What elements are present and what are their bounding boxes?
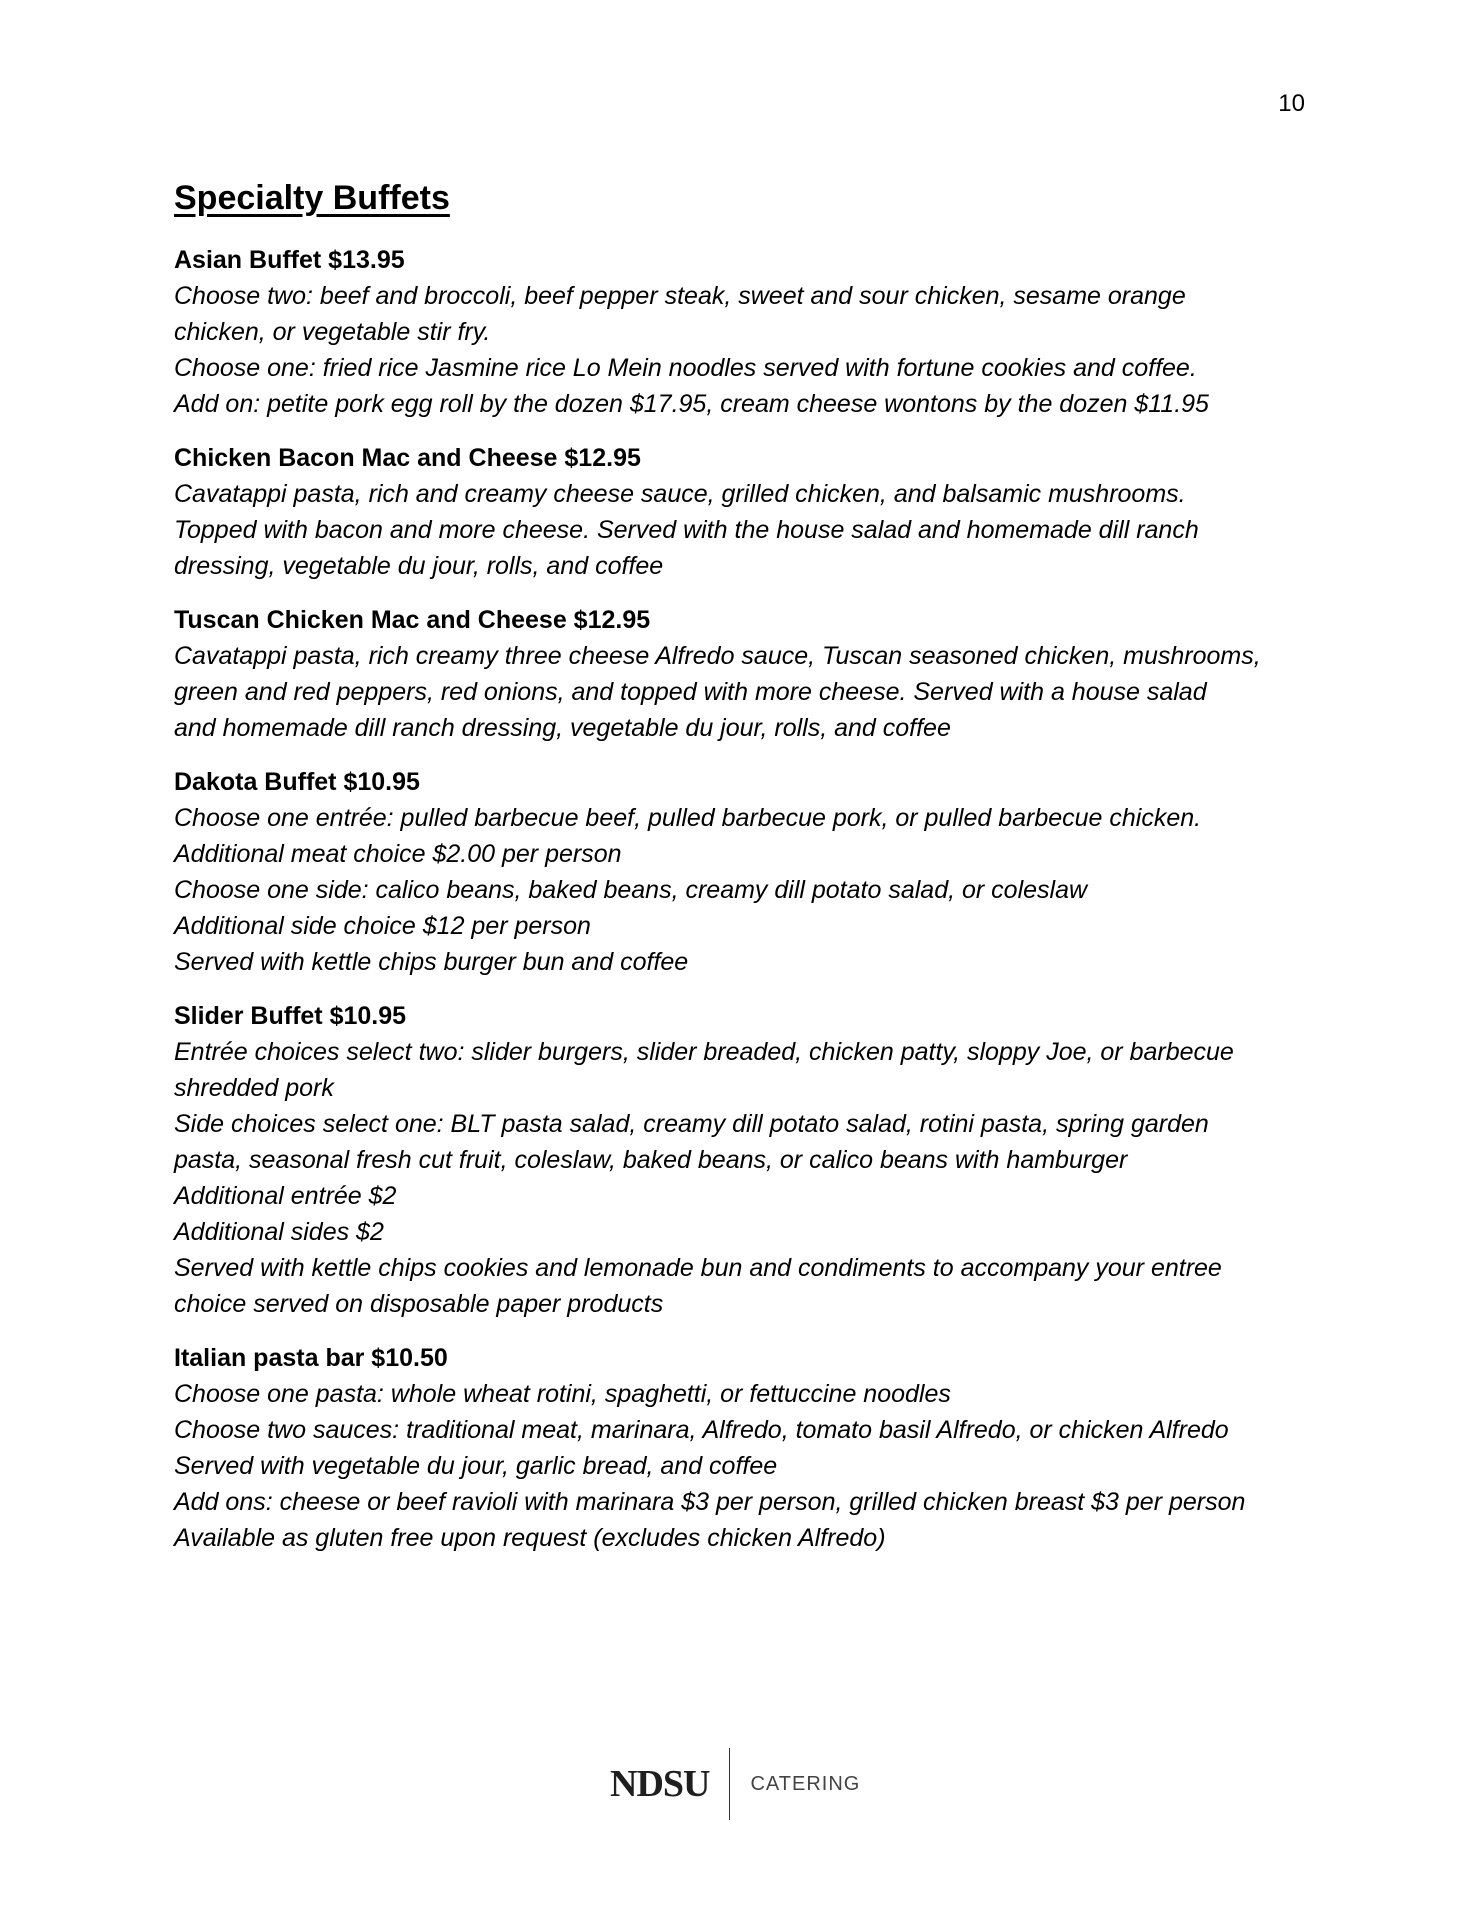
- buffet-description-line: chicken, or vegetable stir fry.: [174, 318, 491, 346]
- buffet-title: Italian pasta bar $10.50: [174, 1344, 448, 1372]
- buffet-description-line: Choose one side: calico beans, baked beans, creamy dill potato salad, or coleslaw: [174, 876, 1088, 904]
- buffet-description-line: Additional sides $2: [174, 1218, 384, 1246]
- buffet-description-line: Additional entrée $2: [174, 1182, 397, 1210]
- buffet-description-line: Choose one: fried rice Jasmine rice Lo Mein noodles served with fortune cookies and coffee.: [174, 354, 1197, 382]
- buffet-description-line: Choose one pasta: whole wheat rotini, spaghetti, or fettuccine noodles: [174, 1380, 951, 1408]
- buffet-dakota: [174, 764, 1314, 980]
- buffet-description-line: Served with kettle chips cookies and lemonade bun and condiments to accompany your entree: [174, 1254, 1222, 1282]
- logo-brand: NDSU: [610, 1763, 710, 1805]
- buffet-title: Chicken Bacon Mac and Cheese $12.95: [174, 444, 641, 472]
- logo-subtitle: CATERING: [750, 1772, 861, 1795]
- page-number: 10: [1278, 90, 1305, 117]
- buffet-description-line: Cavatappi pasta, rich and creamy cheese sauce, grilled chicken, and balsamic mushrooms.: [174, 480, 1186, 508]
- buffet-description-line: choice served on disposable paper products: [174, 1290, 664, 1318]
- buffet-asian: [174, 242, 1314, 422]
- buffet-slider: [174, 998, 1314, 1322]
- ndsu-catering-logo: [610, 1746, 860, 1822]
- buffet-description-line: Add on: petite pork egg roll by the dozen $17.95, cream cheese wontons by the dozen $11.95: [174, 390, 1209, 418]
- section-title: Specialty Buffets: [174, 179, 450, 217]
- buffet-title: Tuscan Chicken Mac and Cheese $12.95: [174, 606, 651, 634]
- buffet-description-line: green and red peppers, red onions, and topped with more cheese. Served with a house salad: [174, 678, 1207, 706]
- buffet-description-line: Served with vegetable du jour, garlic bread, and coffee: [174, 1452, 778, 1480]
- buffet-description-line: Topped with bacon and more cheese. Served with the house salad and homemade dill ranch: [174, 516, 1199, 544]
- buffet-description-line: shredded pork: [174, 1074, 334, 1102]
- buffet-italian-pasta-bar: [174, 1340, 1314, 1556]
- buffet-title: Asian Buffet $13.95: [174, 246, 405, 274]
- buffet-description-line: Choose two: beef and broccoli, beef pepper steak, sweet and sour chicken, sesame orange: [174, 282, 1186, 310]
- buffet-chicken-bacon-mac: [174, 440, 1314, 584]
- buffet-tuscan-chicken-mac: [174, 602, 1314, 746]
- buffet-description-line: Entrée choices select two: slider burgers, slider breaded, chicken patty, sloppy Joe, or barbecue: [174, 1038, 1234, 1066]
- buffet-description-line: Side choices select one: BLT pasta salad, creamy dill potato salad, rotini pasta, spring garden: [174, 1110, 1209, 1138]
- buffet-title: Dakota Buffet $10.95: [174, 768, 420, 796]
- buffet-description-line: dressing, vegetable du jour, rolls, and coffee: [174, 552, 664, 580]
- buffet-description-line: Add ons: cheese or beef ravioli with marinara $3 per person, grilled chicken breast $3 per person: [174, 1488, 1246, 1516]
- buffet-description-line: Choose one entrée: pulled barbecue beef, pulled barbecue pork, or pulled barbecue chicken.: [174, 804, 1202, 832]
- buffet-description-line: Available as gluten free upon request (excludes chicken Alfredo): [174, 1524, 886, 1552]
- menu-content: [174, 176, 1314, 1574]
- buffet-description-line: Cavatappi pasta, rich creamy three cheese Alfredo sauce, Tuscan seasoned chicken, mushrooms,: [174, 642, 1261, 670]
- buffet-description-line: Additional meat choice $2.00 per person: [174, 840, 622, 868]
- buffet-description-line: Served with kettle chips burger bun and coffee: [174, 948, 689, 976]
- buffet-description-line: pasta, seasonal fresh cut fruit, coleslaw, baked beans, or calico beans with hamburger: [174, 1146, 1128, 1174]
- buffet-description-line: and homemade dill ranch dressing, vegetable du jour, rolls, and coffee: [174, 714, 951, 742]
- buffet-title: Slider Buffet $10.95: [174, 1002, 407, 1030]
- buffet-description-line: Additional side choice $12 per person: [174, 912, 591, 940]
- buffet-description-line: Choose two sauces: traditional meat, marinara, Alfredo, tomato basil Alfredo, or chicken Alfredo: [174, 1416, 1229, 1444]
